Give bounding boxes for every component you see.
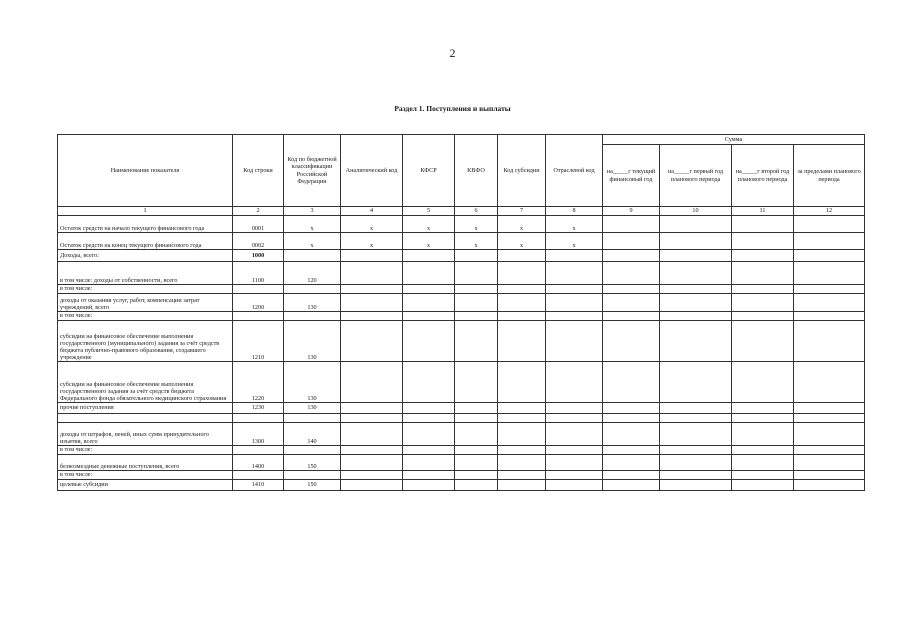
row-current-year xyxy=(603,262,660,285)
row-first-year xyxy=(660,455,732,471)
row-subsidy xyxy=(498,455,546,471)
row-current-year xyxy=(603,233,660,250)
row-analytic xyxy=(341,312,403,321)
table-row xyxy=(58,446,865,455)
table-row xyxy=(58,312,865,321)
row-name: в том числе: xyxy=(58,471,233,480)
row-budget-code: 140 xyxy=(284,423,341,446)
row-beyond xyxy=(794,262,865,285)
row-subsidy xyxy=(498,423,546,446)
row-kfsr xyxy=(403,414,455,423)
row-kvfo xyxy=(455,455,498,471)
row-subsidy xyxy=(498,250,546,262)
row-kfsr xyxy=(403,294,455,312)
row-budget-code: 150 xyxy=(284,455,341,471)
row-first-year xyxy=(660,321,732,362)
row-current-year xyxy=(603,480,660,491)
row-kfsr xyxy=(403,362,455,403)
row-second-year xyxy=(732,403,794,414)
row-subsidy xyxy=(498,285,546,294)
row-subsidy xyxy=(498,262,546,285)
row-code: 0001 xyxy=(233,216,284,233)
row-name: Остаток средств на начало текущего финансового года xyxy=(58,216,233,233)
row-first-year xyxy=(660,423,732,446)
row-second-year xyxy=(732,414,794,423)
row-beyond xyxy=(794,403,865,414)
row-beyond xyxy=(794,285,865,294)
row-analytic: x xyxy=(341,216,403,233)
row-branch xyxy=(546,294,603,312)
table-row xyxy=(58,455,865,471)
row-budget-code: 150 xyxy=(284,480,341,491)
row-budget-code: 120 xyxy=(284,262,341,285)
row-first-year xyxy=(660,250,732,262)
row-code: 1100 xyxy=(233,262,284,285)
row-kvfo xyxy=(455,403,498,414)
row-analytic xyxy=(341,250,403,262)
row-kfsr xyxy=(403,312,455,321)
row-beyond xyxy=(794,321,865,362)
row-analytic xyxy=(341,362,403,403)
row-analytic xyxy=(341,446,403,455)
receipts-payments-table xyxy=(57,134,865,491)
header-summa: Сумма xyxy=(603,135,865,145)
header-name: Наименование показателя xyxy=(58,135,233,207)
table-row xyxy=(58,423,865,446)
row-branch xyxy=(546,403,603,414)
row-name: субсидии на финансовое обеспечение выполнения государственного задания за счёт средств бюджета Федерального фонда обязательного медицинского страхования xyxy=(58,362,233,403)
row-beyond xyxy=(794,446,865,455)
row-branch xyxy=(546,285,603,294)
row-beyond xyxy=(794,233,865,250)
row-branch xyxy=(546,446,603,455)
row-current-year xyxy=(603,216,660,233)
col-number: 4 xyxy=(341,207,403,216)
row-beyond xyxy=(794,423,865,446)
row-first-year xyxy=(660,294,732,312)
row-current-year xyxy=(603,423,660,446)
row-current-year xyxy=(603,446,660,455)
section-title: Раздел 1. Поступления и выплаты xyxy=(394,104,511,113)
row-second-year xyxy=(732,471,794,480)
row-budget-code xyxy=(284,414,341,423)
row-kvfo xyxy=(455,285,498,294)
row-second-year xyxy=(732,233,794,250)
row-name: прочие поступления xyxy=(58,403,233,414)
row-second-year xyxy=(732,423,794,446)
row-first-year xyxy=(660,471,732,480)
row-branch xyxy=(546,480,603,491)
table-row xyxy=(58,480,865,491)
row-kfsr xyxy=(403,480,455,491)
row-kfsr: x xyxy=(403,233,455,250)
row-analytic xyxy=(341,262,403,285)
header-subsidy-code: Код субсидии xyxy=(498,135,546,207)
row-first-year xyxy=(660,480,732,491)
col-number: 3 xyxy=(284,207,341,216)
row-name: в том числе: xyxy=(58,285,233,294)
row-current-year xyxy=(603,414,660,423)
row-current-year xyxy=(603,250,660,262)
row-branch xyxy=(546,312,603,321)
row-code xyxy=(233,285,284,294)
row-analytic xyxy=(341,455,403,471)
row-beyond xyxy=(794,312,865,321)
row-analytic xyxy=(341,414,403,423)
row-code xyxy=(233,414,284,423)
row-code: 1400 xyxy=(233,455,284,471)
row-name: Остаток средств на конец текущего финансового года xyxy=(58,233,233,250)
row-kfsr xyxy=(403,471,455,480)
row-first-year xyxy=(660,403,732,414)
row-current-year xyxy=(603,294,660,312)
row-code: 1220 xyxy=(233,362,284,403)
row-kvfo xyxy=(455,480,498,491)
table-row xyxy=(58,250,865,262)
col-number: 9 xyxy=(603,207,660,216)
row-budget-code: 130 xyxy=(284,321,341,362)
header-branch-code: Отраслевой код xyxy=(546,135,603,207)
table-row xyxy=(58,414,865,423)
row-current-year xyxy=(603,285,660,294)
table-row xyxy=(58,233,865,250)
row-kfsr xyxy=(403,321,455,362)
row-branch xyxy=(546,362,603,403)
row-budget-code xyxy=(284,250,341,262)
row-subsidy xyxy=(498,294,546,312)
row-code xyxy=(233,471,284,480)
row-subsidy: x xyxy=(498,216,546,233)
row-budget-code xyxy=(284,285,341,294)
row-kvfo xyxy=(455,446,498,455)
row-analytic: x xyxy=(341,233,403,250)
row-beyond xyxy=(794,455,865,471)
table-row xyxy=(58,403,865,414)
row-kvfo xyxy=(455,250,498,262)
table-row xyxy=(58,471,865,480)
row-branch xyxy=(546,423,603,446)
row-second-year xyxy=(732,446,794,455)
row-budget-code: 130 xyxy=(284,362,341,403)
row-name: целевые субсидии xyxy=(58,480,233,491)
row-branch xyxy=(546,414,603,423)
row-code: 1230 xyxy=(233,403,284,414)
row-beyond xyxy=(794,414,865,423)
row-analytic xyxy=(341,321,403,362)
row-second-year xyxy=(732,480,794,491)
row-subsidy xyxy=(498,471,546,480)
row-first-year xyxy=(660,446,732,455)
page-number: 2 xyxy=(449,46,456,60)
col-number: 8 xyxy=(546,207,603,216)
row-kfsr xyxy=(403,262,455,285)
row-first-year xyxy=(660,262,732,285)
row-current-year xyxy=(603,455,660,471)
row-current-year xyxy=(603,321,660,362)
row-current-year xyxy=(603,312,660,321)
row-budget-code: 130 xyxy=(284,403,341,414)
row-first-year xyxy=(660,414,732,423)
row-kvfo: x xyxy=(455,233,498,250)
row-kfsr: x xyxy=(403,216,455,233)
row-name: Доходы, всего: xyxy=(58,250,233,262)
table-row xyxy=(58,262,865,285)
row-subsidy xyxy=(498,414,546,423)
row-subsidy xyxy=(498,446,546,455)
table-row xyxy=(58,321,865,362)
row-analytic xyxy=(341,471,403,480)
row-kvfo xyxy=(455,362,498,403)
row-beyond xyxy=(794,216,865,233)
row-subsidy xyxy=(498,480,546,491)
row-branch xyxy=(546,250,603,262)
row-second-year xyxy=(732,321,794,362)
row-name: доходы от оказания услуг, работ, компенсации затрат учреждений, всего xyxy=(58,294,233,312)
row-branch xyxy=(546,455,603,471)
header-code: Код строки xyxy=(233,135,284,207)
row-code: 0002 xyxy=(233,233,284,250)
row-analytic xyxy=(341,285,403,294)
header-current-year: на_____г текущий финансовый год xyxy=(603,145,660,207)
row-name: субсидии на финансовое обеспечение выполнения государственного (муниципального) задания за счёт средств бюджета публично-правового образования, создавшего учреждение xyxy=(58,321,233,362)
row-subsidy: x xyxy=(498,233,546,250)
row-first-year xyxy=(660,233,732,250)
row-code: 1000 xyxy=(233,250,284,262)
header-beyond: за пределами планового периода xyxy=(794,145,865,207)
col-number: 11 xyxy=(732,207,794,216)
row-code xyxy=(233,446,284,455)
row-kfsr xyxy=(403,403,455,414)
row-beyond xyxy=(794,480,865,491)
row-name: в том числе: xyxy=(58,446,233,455)
row-name: доходы от штрафов, пеней, иных сумм принудительного изъятия, всего xyxy=(58,423,233,446)
row-subsidy xyxy=(498,362,546,403)
col-number: 1 xyxy=(58,207,233,216)
row-kfsr xyxy=(403,446,455,455)
row-analytic xyxy=(341,294,403,312)
row-name xyxy=(58,414,233,423)
header-first-year: на_____г первый год планового периода xyxy=(660,145,732,207)
col-number: 12 xyxy=(794,207,865,216)
header-analytic: Аналитический код xyxy=(341,135,403,207)
row-analytic xyxy=(341,423,403,446)
row-second-year xyxy=(732,250,794,262)
row-second-year xyxy=(732,216,794,233)
header-kfsr: КФСР xyxy=(403,135,455,207)
row-first-year xyxy=(660,285,732,294)
row-kvfo xyxy=(455,321,498,362)
header-budget-code: Код по бюджетной классификации Российской Федерации xyxy=(284,135,341,207)
row-budget-code xyxy=(284,446,341,455)
row-subsidy xyxy=(498,312,546,321)
row-current-year xyxy=(603,403,660,414)
row-kvfo xyxy=(455,262,498,285)
col-number: 6 xyxy=(455,207,498,216)
row-beyond xyxy=(794,250,865,262)
row-branch: x xyxy=(546,233,603,250)
row-name: безвозмездные денежные поступления, всего xyxy=(58,455,233,471)
row-beyond xyxy=(794,471,865,480)
row-second-year xyxy=(732,362,794,403)
row-budget-code: 130 xyxy=(284,294,341,312)
row-first-year xyxy=(660,312,732,321)
row-analytic xyxy=(341,403,403,414)
row-first-year xyxy=(660,362,732,403)
table-row xyxy=(58,362,865,403)
col-number: 7 xyxy=(498,207,546,216)
row-name: в том числе: доходы от собственности, всего xyxy=(58,262,233,285)
row-subsidy xyxy=(498,403,546,414)
row-subsidy xyxy=(498,321,546,362)
row-kfsr xyxy=(403,285,455,294)
row-budget-code: x xyxy=(284,233,341,250)
row-code xyxy=(233,312,284,321)
row-branch xyxy=(546,471,603,480)
row-budget-code xyxy=(284,471,341,480)
header-kvfo: КВФО xyxy=(455,135,498,207)
row-kvfo xyxy=(455,423,498,446)
table-row xyxy=(58,216,865,233)
row-budget-code xyxy=(284,312,341,321)
table-row xyxy=(58,294,865,312)
row-branch xyxy=(546,321,603,362)
row-analytic xyxy=(341,480,403,491)
row-second-year xyxy=(732,262,794,285)
row-current-year xyxy=(603,362,660,403)
row-kvfo xyxy=(455,414,498,423)
row-code: 1210 xyxy=(233,321,284,362)
row-kvfo xyxy=(455,471,498,480)
col-number: 10 xyxy=(660,207,732,216)
row-branch: x xyxy=(546,216,603,233)
row-beyond xyxy=(794,362,865,403)
col-number: 2 xyxy=(233,207,284,216)
row-code: 1410 xyxy=(233,480,284,491)
row-branch xyxy=(546,262,603,285)
row-name: в том числе: xyxy=(58,312,233,321)
row-kfsr xyxy=(403,250,455,262)
row-budget-code: x xyxy=(284,216,341,233)
row-first-year xyxy=(660,216,732,233)
col-number: 5 xyxy=(403,207,455,216)
row-second-year xyxy=(732,312,794,321)
header-second-year: на_____г второй год планового периода xyxy=(732,145,794,207)
table-row xyxy=(58,285,865,294)
row-kfsr xyxy=(403,423,455,446)
row-current-year xyxy=(603,471,660,480)
row-second-year xyxy=(732,455,794,471)
row-kvfo: x xyxy=(455,216,498,233)
row-kfsr xyxy=(403,455,455,471)
row-beyond xyxy=(794,294,865,312)
row-kvfo xyxy=(455,294,498,312)
row-code: 1200 xyxy=(233,294,284,312)
row-second-year xyxy=(732,285,794,294)
row-code: 1300 xyxy=(233,423,284,446)
row-kvfo xyxy=(455,312,498,321)
row-second-year xyxy=(732,294,794,312)
